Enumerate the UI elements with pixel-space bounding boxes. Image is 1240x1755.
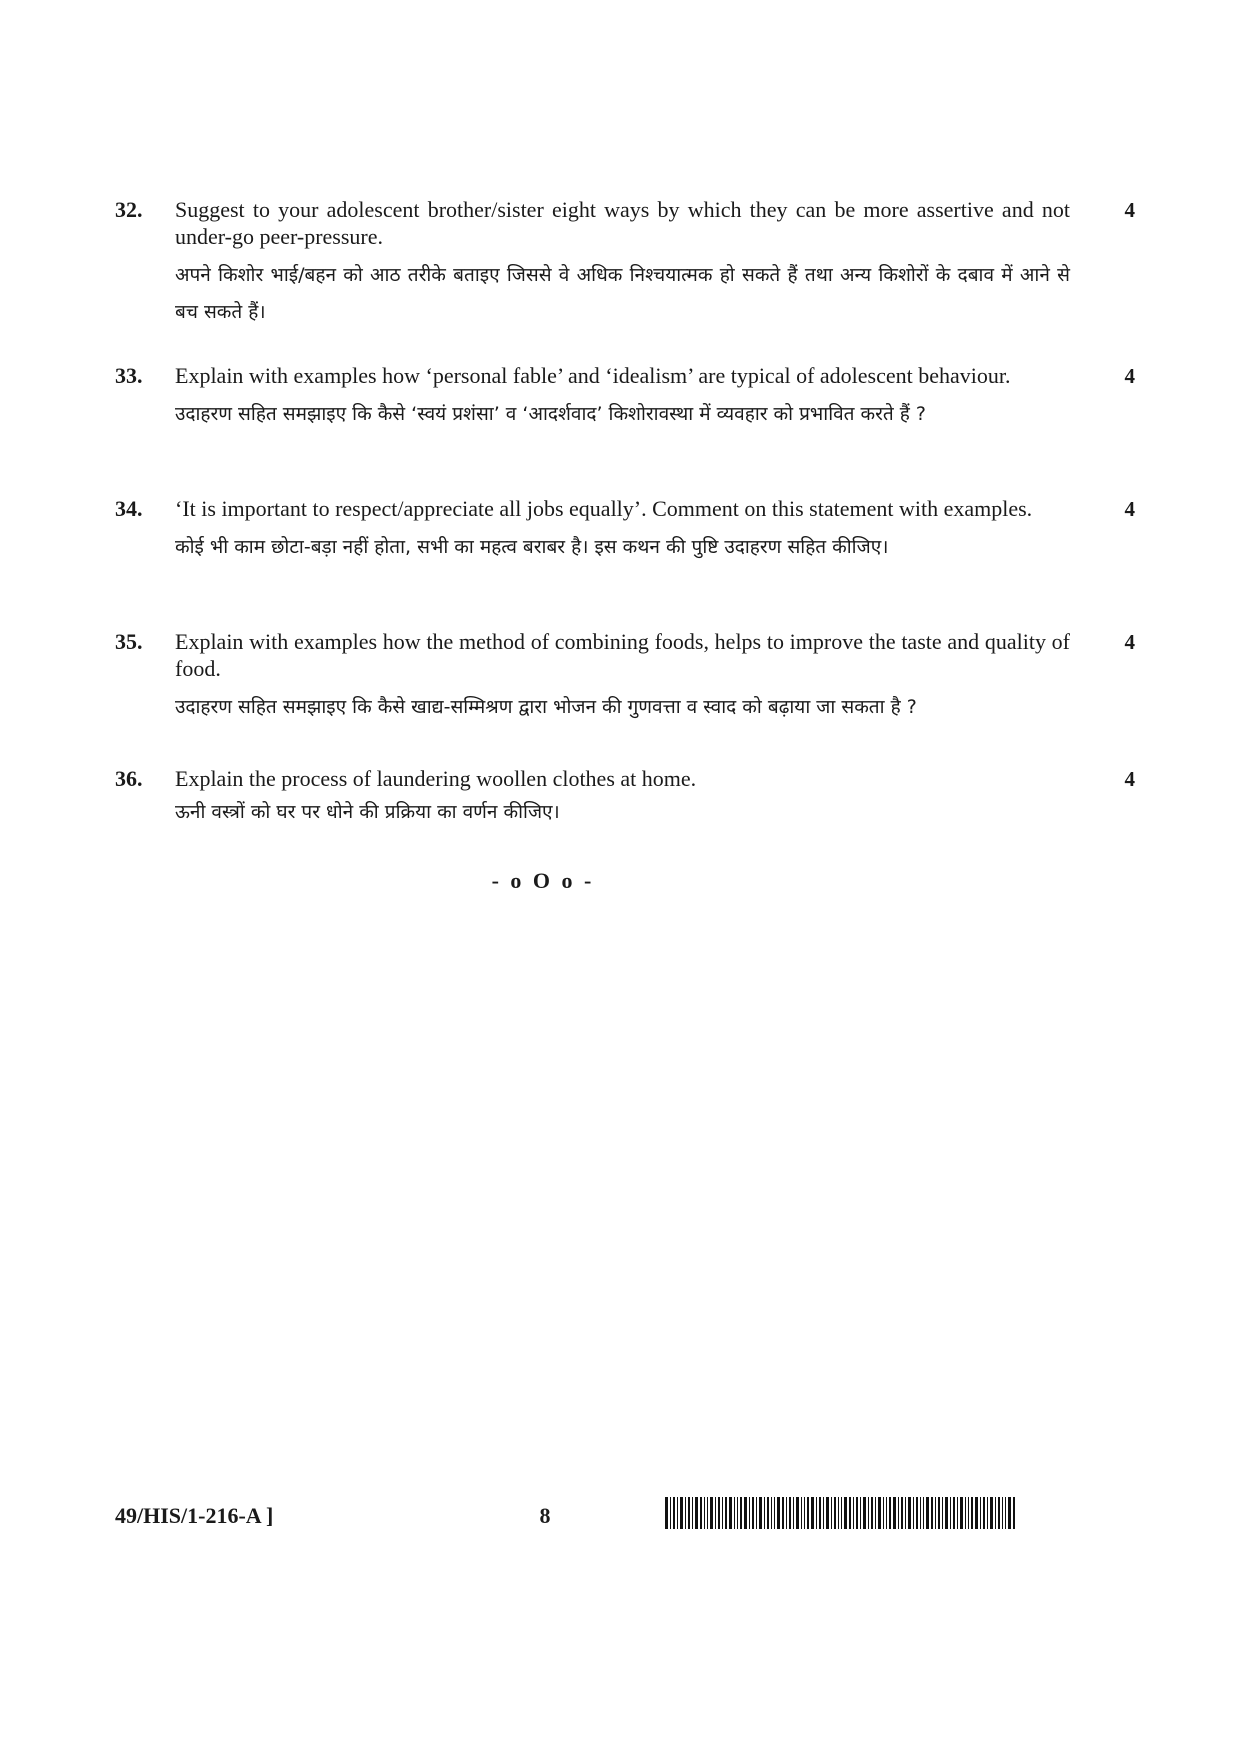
question-text-hindi: कोई भी काम छोटा-बड़ा नहीं होता, सभी का महत्व बराबर है। इस कथन की पुष्टि उदाहरण सहित कीजिए। [175,536,889,558]
question-text-english: ‘It is important to respect/appreciate all jobs equally’. Comment on this statement with examples. [175,496,1033,521]
question-body [175,765,1070,831]
question-number: 32. [115,197,143,222]
question-text-english: Explain with examples how the method of combining foods, helps to improve the taste and quality of food. [175,629,1070,681]
question-text-english: Suggest to your adolescent brother/sister eight ways by which they can be more assertive and not under-go peer-pressure. [175,197,1070,249]
question-text-english: Explain the process of laundering woollen clothes at home. [175,766,697,791]
question-number: 33. [115,363,143,388]
question-text-english: Explain with examples how ‘personal fable’ and ‘idealism’ are typical of adolescent behaviour. [175,363,1011,388]
question-text-hindi: उदाहरण सहित समझाइए कि कैसे ‘स्वयं प्रशंसा’ व ‘आदर्शवाद’ किशोरावस्था में व्यवहार को प्रभावित करते हैं ? [175,403,926,425]
end-of-paper-mark: - o O o - [491,868,595,893]
question-body [175,362,1070,433]
question-text-hindi: ऊनी वस्त्रों को घर पर धोने की प्रक्रिया का वर्णन कीजिए। [175,801,560,823]
question-text-hindi: अपने किशोर भाई/बहन को आठ तरीके बताइए जिससे वे अधिक निश्चयात्मक हो सकते हैं तथा अन्य किशोरों के दबाव में आने से बच सकते हैं। [175,264,1070,323]
question-number: 36. [115,766,143,791]
question-body [175,495,1070,566]
question-marks: 4 [1124,630,1135,654]
question-number: 34. [115,496,143,521]
barcode-icon [665,1497,1015,1529]
question-marks: 4 [1124,364,1135,388]
page-number: 8 [539,1503,551,1528]
question-marks: 4 [1124,767,1135,791]
question-text-hindi: उदाहरण सहित समझाइए कि कैसे खाद्य-सम्मिश्रण द्वारा भोजन की गुणवत्ता व स्वाद को बढ़ाया जा सकता है ? [175,696,917,718]
question-number: 35. [115,629,143,654]
question-marks: 4 [1124,198,1135,222]
paper-code: 49/HIS/1-216-A ] [115,1503,274,1528]
question-body [175,196,1070,331]
question-body [175,628,1070,726]
question-marks: 4 [1124,497,1135,521]
